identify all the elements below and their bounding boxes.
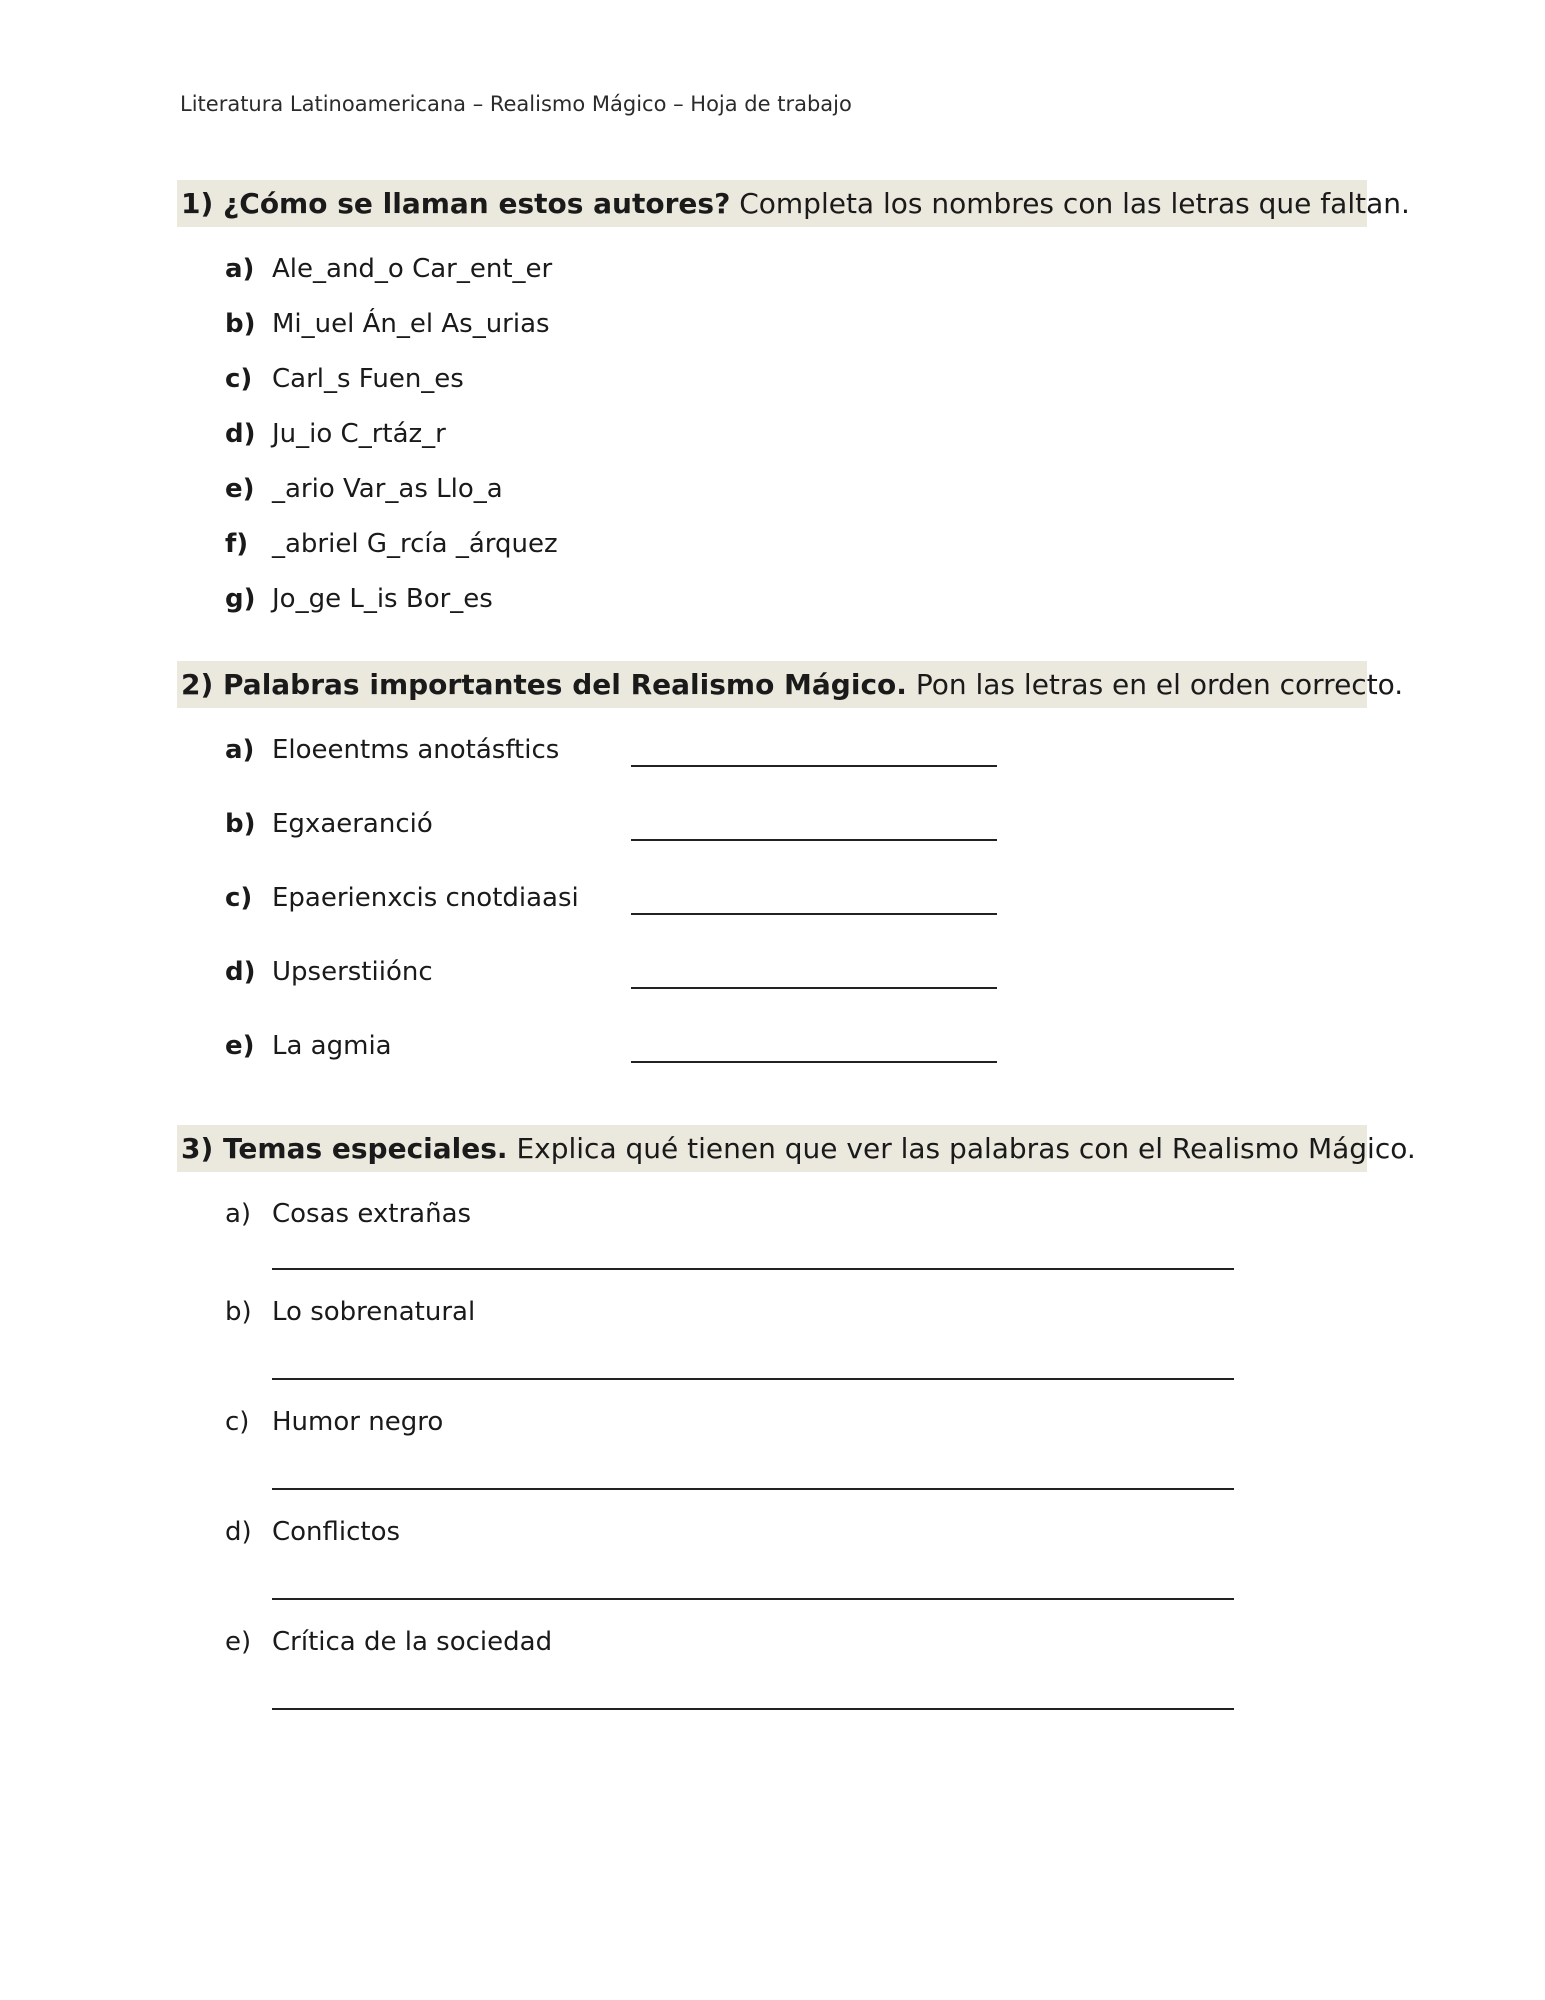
item-letter: d) [225, 957, 256, 987]
answer-line-2a[interactable] [631, 765, 997, 767]
item-letter: a) [225, 1199, 252, 1229]
item-letter: g) [225, 584, 256, 614]
section-3-item-a [225, 1199, 471, 1229]
item-letter: c) [225, 883, 253, 913]
author-name-blanks: Ale_and_o Car_ent_er [272, 254, 553, 284]
section-2-item-a [225, 735, 559, 765]
scrambled-word: Eloeentms anotásftics [272, 735, 560, 765]
author-name-blanks: Mi_uel Án_el As_urias [272, 309, 550, 339]
item-letter: e) [225, 474, 255, 504]
section-1-item-d [225, 419, 446, 449]
theme-word: Humor negro [272, 1407, 444, 1437]
section-1-title-rest: Completa los nombres con las letras que faltan. [730, 187, 1410, 220]
section-2-title-rest: Pon las letras en el orden correcto. [906, 668, 1404, 701]
item-letter: e) [225, 1627, 252, 1657]
answer-line-3e[interactable] [272, 1708, 1234, 1710]
page-header: Literatura Latinoamericana – Realismo Mágico – Hoja de trabajo [180, 92, 852, 116]
answer-line-3b[interactable] [272, 1378, 1234, 1380]
item-letter: c) [225, 1407, 250, 1437]
theme-word: Crítica de la sociedad [272, 1627, 553, 1657]
section-1-item-g [225, 584, 493, 614]
answer-line-3d[interactable] [272, 1598, 1234, 1600]
section-3-item-e [225, 1627, 552, 1657]
item-letter: b) [225, 1297, 252, 1327]
item-letter: a) [225, 735, 255, 765]
answer-line-2c[interactable] [631, 913, 997, 915]
section-3-item-c [225, 1407, 443, 1437]
item-letter: b) [225, 809, 256, 839]
answer-line-3a[interactable] [272, 1268, 1234, 1270]
author-name-blanks: Jo_ge L_is Bor_es [272, 584, 493, 614]
author-name-blanks: _ario Var_as Llo_a [272, 474, 503, 504]
author-name-blanks: _abriel G_rcía _árquez [272, 529, 558, 559]
section-2-item-c [225, 883, 579, 913]
answer-line-2b[interactable] [631, 839, 997, 841]
item-letter: c) [225, 364, 253, 394]
item-letter: a) [225, 254, 255, 284]
section-3-heading [177, 1125, 1416, 1172]
item-letter: d) [225, 1517, 252, 1547]
section-2-title-bold: 2) Palabras importantes del Realismo Mágico. [181, 668, 907, 701]
author-name-blanks: Ju_io C_rtáz_r [272, 419, 446, 449]
author-name-blanks: Carl_s Fuen_es [272, 364, 464, 394]
section-1-item-b [225, 309, 550, 339]
section-2-item-e [225, 1031, 392, 1061]
scrambled-word: Egxaeranció [272, 809, 433, 839]
scrambled-word: Epaerienxcis cnotdiaasi [272, 883, 579, 913]
section-1-title-bold: 1) ¿Cómo se llaman estos autores? [181, 187, 731, 220]
scrambled-word: Upserstiiónc [272, 957, 433, 987]
section-1-item-f [225, 529, 558, 559]
section-3-item-b [225, 1297, 475, 1327]
theme-word: Lo sobrenatural [272, 1297, 476, 1327]
theme-word: Conflictos [272, 1517, 401, 1547]
section-3-title-bold: 3) Temas especiales. [181, 1132, 508, 1165]
item-letter: e) [225, 1031, 255, 1061]
item-letter: d) [225, 419, 256, 449]
answer-line-3c[interactable] [272, 1488, 1234, 1490]
scrambled-word: La agmia [272, 1031, 392, 1061]
section-1-item-e [225, 474, 503, 504]
section-1-item-a [225, 254, 552, 284]
section-2-item-d [225, 957, 433, 987]
answer-line-2e[interactable] [631, 1061, 997, 1063]
section-3-item-d [225, 1517, 400, 1547]
theme-word: Cosas extrañas [272, 1199, 472, 1229]
item-letter: b) [225, 309, 256, 339]
answer-line-2d[interactable] [631, 987, 997, 989]
section-1-item-c [225, 364, 464, 394]
section-2-heading [177, 661, 1404, 708]
item-letter: f) [225, 529, 249, 559]
section-3-title-rest: Explica qué tienen que ver las palabras con el Realismo Mágico. [507, 1132, 1416, 1165]
section-2-item-b [225, 809, 433, 839]
section-1-heading [177, 180, 1410, 227]
